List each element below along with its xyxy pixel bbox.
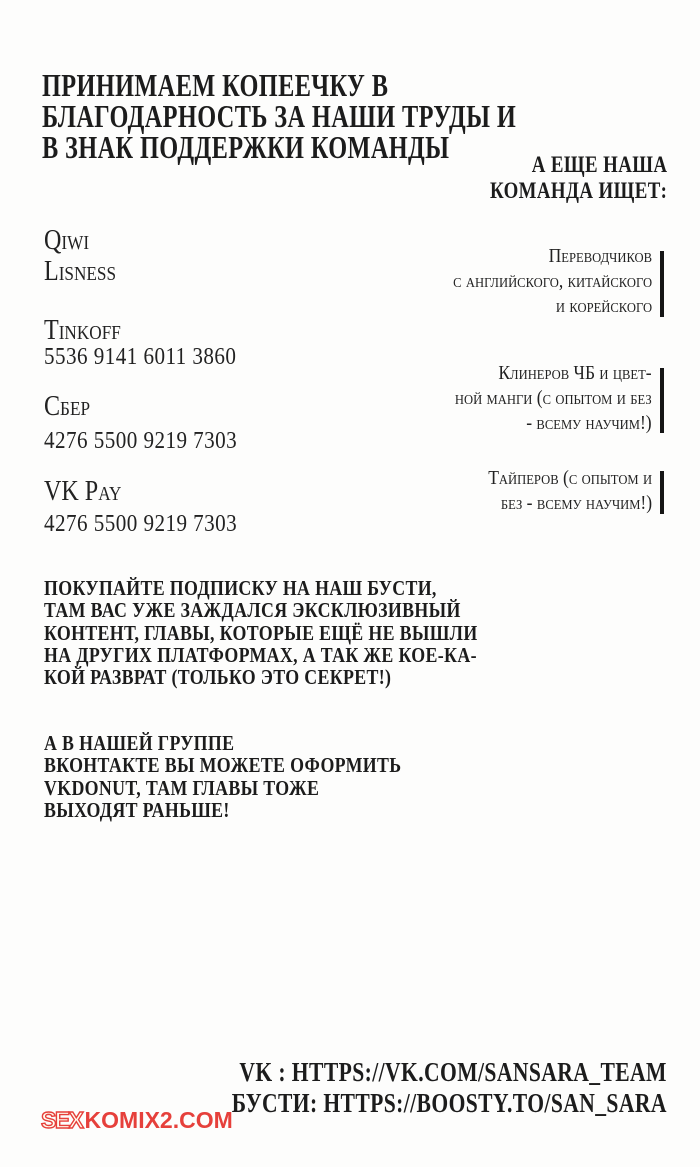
divider-bar: [660, 368, 664, 433]
payment-value-qiwi: Lisness: [44, 256, 117, 287]
vkdonut-promo-paragraph: [44, 732, 401, 821]
divider-bar: [660, 251, 664, 317]
payment-value-tinkoff: 5536 9141 6011 3860: [44, 344, 237, 370]
payment-value-vkpay: 4276 5500 9219 7303: [44, 511, 238, 537]
recruitment-item-line: без - всему научим!): [500, 493, 652, 514]
page-title-line: ПРИНИМАЕМ КОПЕЕЧКУ В: [42, 67, 389, 103]
page-title: [42, 67, 517, 165]
payment-label-tinkoff: Tinkoff: [44, 315, 121, 346]
recruitment-item-typesetters: [488, 466, 652, 516]
site-watermark[interactable]: [41, 1107, 233, 1134]
recruitment-item-line: с английского, китайского: [453, 271, 652, 292]
vk-link[interactable]: VK : HTTPS://VK.COM/SANSARA_TEAM: [239, 1057, 667, 1087]
boosty-promo-line: КОЙ РАЗВРАТ (ТОЛЬКО ЭТО СЕКРЕТ!): [44, 665, 392, 690]
recruitment-item-cleaners: [455, 361, 652, 436]
recruitment-item-line: Переводчиков: [548, 246, 652, 267]
recruitment-heading-line: А ЕЩЕ НАША: [531, 152, 667, 177]
payment-label-sber: Сбер: [44, 391, 91, 422]
recruitment-heading-line: КОМАНДА ИЩЕТ:: [489, 178, 667, 203]
vkdonut-promo-line: VKDONUT, ТАМ ГЛАВЫ ТОЖЕ: [44, 775, 320, 800]
vkdonut-promo-line: А В НАШЕЙ ГРУППЕ: [44, 731, 235, 755]
recruitment-heading: [490, 152, 667, 204]
boosty-promo-line: ПОКУПАЙТЕ ПОДПИСКУ НА НАШ БУСТИ,: [44, 576, 437, 600]
recruitment-item-line: Клинеров ЧБ и цвет-: [498, 363, 652, 384]
recruitment-item-line: - всему научим!): [526, 413, 652, 434]
recruitment-item-translators: [453, 244, 652, 319]
page-title-line: БЛАГОДАРНОСТЬ ЗА НАШИ ТРУДЫ И: [42, 98, 517, 134]
payment-label-vkpay: VK Pay: [44, 476, 122, 507]
payment-value-sber: 4276 5500 9219 7303: [44, 428, 238, 454]
site-watermark-domain: KOMIX2.COM: [84, 1107, 233, 1133]
vkdonut-promo-line: ВКОНТАКТЕ ВЫ МОЖЕТЕ ОФОРМИТЬ: [44, 753, 402, 778]
boosty-link[interactable]: БУСТИ: HTTPS://BOOSTY.TO/SAN_SARA: [231, 1088, 667, 1118]
page-title-line: В ЗНАК ПОДДЕРЖКИ КОМАНДЫ: [42, 129, 450, 165]
recruitment-item-line: Тайперов (с опытом и: [488, 468, 652, 489]
site-watermark-sex: SEX: [41, 1107, 83, 1133]
boosty-promo-line: КОНТЕНТ, ГЛАВЫ, КОТОРЫЕ ЕЩЁ НЕ ВЫШЛИ: [44, 620, 478, 645]
vkdonut-promo-line: ВЫХОДЯТ РАНЬШЕ!: [44, 797, 230, 822]
boosty-promo-paragraph: [44, 577, 478, 688]
payment-label-qiwi: Qiwi: [44, 225, 90, 256]
team-links: [232, 1057, 667, 1119]
recruitment-item-line: и корейского: [555, 296, 652, 317]
recruitment-item-line: ной манги (с опытом и без: [455, 388, 652, 409]
boosty-promo-line: ТАМ ВАС УЖЕ ЗАЖДАЛСЯ ЭКСКЛЮЗИВНЫЙ: [44, 598, 461, 623]
divider-bar: [660, 471, 664, 514]
boosty-promo-line: НА ДРУГИХ ПЛАТФОРМАХ, А ТАК ЖЕ КОЕ-КА-: [44, 642, 477, 667]
